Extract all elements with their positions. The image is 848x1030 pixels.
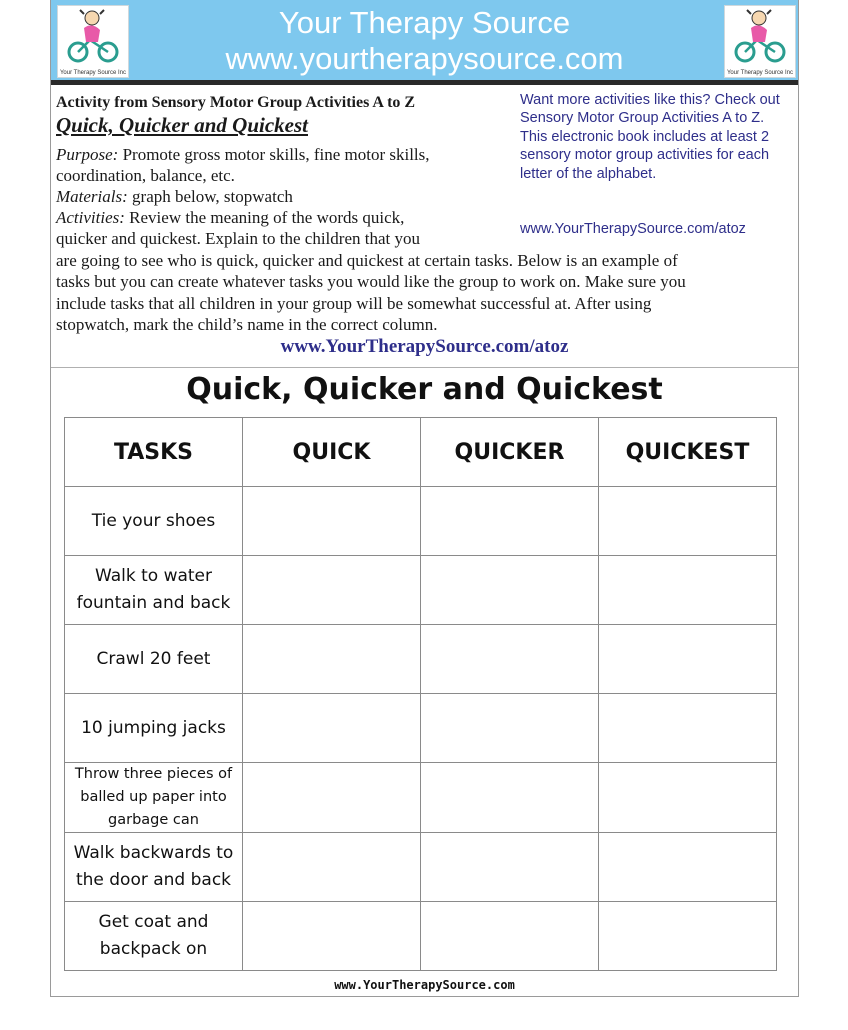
table-row bbox=[65, 556, 777, 625]
section-divider bbox=[51, 367, 798, 368]
quickest-cell[interactable] bbox=[599, 694, 777, 763]
quickest-cell[interactable] bbox=[599, 625, 777, 694]
materials-line bbox=[56, 186, 791, 208]
quickest-cell[interactable] bbox=[599, 487, 777, 556]
table-header-row bbox=[65, 418, 777, 487]
quicker-cell[interactable] bbox=[421, 763, 599, 833]
activity-source: Activity from Sensory Motor Group Activities A to Z bbox=[56, 94, 416, 111]
activities-line-4: tasks but you can create whatever tasks you would like the group to work on. Make sure you bbox=[56, 272, 686, 291]
tasks-table bbox=[64, 417, 777, 971]
column-header-quick: QUICK bbox=[243, 418, 421, 487]
column-header-quickest: QUICKEST bbox=[599, 418, 777, 487]
purpose-text: Promote gross motor skills, fine motor skills, bbox=[118, 145, 430, 164]
girl-on-bike-icon bbox=[729, 8, 791, 66]
column-header-quicker: QUICKER bbox=[421, 418, 599, 487]
header-rule bbox=[51, 80, 798, 85]
activities-line-5: include tasks that all children in your group will be somewhat successful at. After using bbox=[56, 294, 652, 313]
logo-right bbox=[724, 5, 796, 78]
quicker-cell[interactable] bbox=[421, 556, 599, 625]
logo-caption: Your Therapy Source Inc bbox=[59, 70, 127, 76]
quick-cell[interactable] bbox=[243, 556, 421, 625]
promo-note: Want more activities like this? Check out Sensory Motor Group Activities A to Z. This electronic book includes at least 2 sensory motor group activities for each letter of the alphabet. bbox=[520, 92, 780, 182]
quickest-cell[interactable] bbox=[599, 902, 777, 971]
quick-cell[interactable] bbox=[243, 694, 421, 763]
activities-text: Review the meaning of the words quick, bbox=[124, 208, 405, 227]
quickest-cell[interactable] bbox=[599, 833, 777, 902]
quicker-cell[interactable] bbox=[421, 833, 599, 902]
logo-caption: Your Therapy Source Inc bbox=[726, 70, 794, 76]
banner-title: Your Therapy Source bbox=[278, 5, 571, 40]
activity-title: Quick, Quicker and Quickest bbox=[56, 113, 308, 137]
activities-line-3: are going to see who is quick, quicker and quickest at certain tasks. Below is an example of bbox=[56, 251, 678, 270]
atoz-link[interactable]: www.YourTherapySource.com/atoz bbox=[280, 336, 569, 357]
table-row bbox=[65, 833, 777, 902]
quick-cell[interactable] bbox=[243, 763, 421, 833]
header-banner bbox=[51, 0, 798, 80]
quicker-cell[interactable] bbox=[421, 694, 599, 763]
task-cell: Walk backwards to the door and back bbox=[65, 833, 243, 902]
column-header-tasks: TASKS bbox=[65, 418, 243, 487]
quick-cell[interactable] bbox=[243, 902, 421, 971]
quicker-cell[interactable] bbox=[421, 625, 599, 694]
purpose-line-2: coordination, balance, etc. bbox=[56, 166, 235, 185]
promo-link[interactable]: www.YourTherapySource.com/atoz bbox=[520, 221, 746, 237]
task-cell: Throw three pieces of balled up paper into garbage can bbox=[65, 763, 243, 833]
table-row bbox=[65, 763, 777, 833]
task-cell: Get coat and backpack on bbox=[65, 902, 243, 971]
materials-label: Materials: bbox=[56, 187, 128, 206]
task-cell: Crawl 20 feet bbox=[65, 625, 243, 694]
task-cell: Tie your shoes bbox=[65, 487, 243, 556]
worksheet-title: Quick, Quicker and Quickest bbox=[186, 372, 663, 407]
task-cell: 10 jumping jacks bbox=[65, 694, 243, 763]
quickest-cell[interactable] bbox=[599, 556, 777, 625]
footer-url[interactable]: www.YourTherapySource.com bbox=[334, 978, 515, 992]
activities-line-6: stopwatch, mark the child’s name in the correct column. bbox=[56, 315, 438, 334]
quicker-cell[interactable] bbox=[421, 902, 599, 971]
worksheet-page bbox=[50, 0, 799, 997]
task-cell: Walk to water fountain and back bbox=[65, 556, 243, 625]
quick-cell[interactable] bbox=[243, 487, 421, 556]
quick-cell[interactable] bbox=[243, 833, 421, 902]
quick-cell[interactable] bbox=[243, 625, 421, 694]
table-row bbox=[65, 487, 777, 556]
banner-url[interactable]: www.yourtherapysource.com bbox=[225, 41, 624, 76]
table-row bbox=[65, 625, 777, 694]
materials-text: graph below, stopwatch bbox=[127, 187, 293, 206]
activities-line-2: quicker and quickest. Explain to the children that you bbox=[56, 229, 420, 248]
quickest-cell[interactable] bbox=[599, 763, 777, 833]
quicker-cell[interactable] bbox=[421, 487, 599, 556]
purpose-label: Purpose: bbox=[56, 145, 119, 164]
table-row bbox=[65, 694, 777, 763]
table-row bbox=[65, 902, 777, 971]
activities-label: Activities: bbox=[56, 208, 125, 227]
